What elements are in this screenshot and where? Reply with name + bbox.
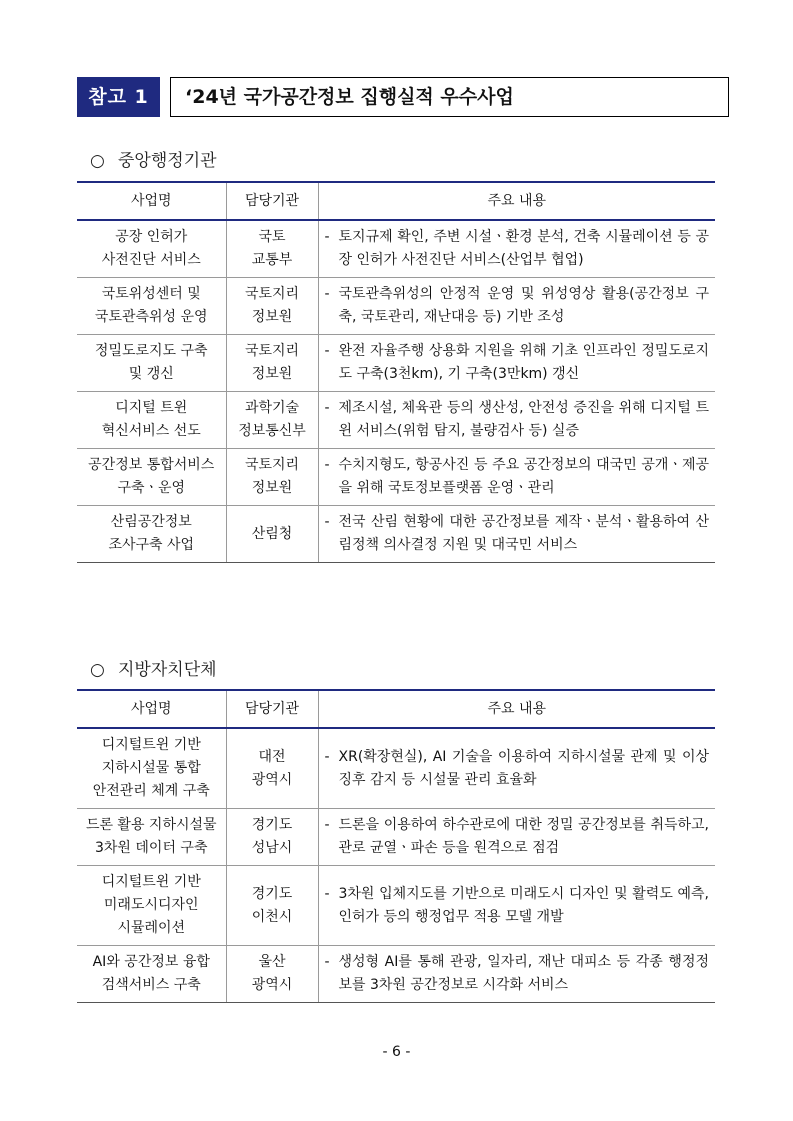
content-cell — [318, 866, 715, 946]
agency-cell: 산림청 — [226, 506, 318, 563]
dash-icon: - — [324, 514, 330, 530]
dash-icon: - — [324, 400, 330, 416]
table-row — [77, 335, 715, 392]
section-title: 지방자치단체 — [118, 660, 217, 680]
page-title: ‘24년 국가공간정보 집행실적 우수사업 — [170, 77, 729, 117]
project-name-cell: 드론 활용 지하시설물 3차원 데이터 구축 — [77, 809, 226, 866]
agency-cell: 경기도 성남시 — [226, 809, 318, 866]
table-row — [77, 449, 715, 506]
table-row — [77, 866, 715, 946]
table-row — [77, 728, 715, 809]
project-name-cell: 디지털트윈 기반 지하시설물 통합 안전관리 체계 구축 — [77, 728, 226, 809]
project-name-cell: 공간정보 통합서비스 구축ㆍ운영 — [77, 449, 226, 506]
section-title: 중앙행정기관 — [118, 151, 217, 171]
project-name-cell: AI와 공간정보 융합 검색서비스 구축 — [77, 946, 226, 1003]
agency-cell: 울산 광역시 — [226, 946, 318, 1003]
content-cell — [318, 392, 715, 449]
content-text: XR(확장현실), AI 기술을 이용하여 지하시설물 관제 및 이상징후 감지 등 시설물 관리 효율화 — [338, 748, 709, 788]
agency-cell: 경기도 이천시 — [226, 866, 318, 946]
content-cell — [318, 335, 715, 392]
project-name-cell: 국토위성센터 및 국토관측위성 운영 — [77, 278, 226, 335]
agency-cell: 국토지리 정보원 — [226, 278, 318, 335]
content-cell — [318, 728, 715, 809]
content-cell — [318, 220, 715, 278]
table-row — [77, 809, 715, 866]
column-header-project: 사업명 — [77, 182, 226, 220]
table-row — [77, 392, 715, 449]
central-agencies-table — [77, 181, 715, 563]
project-name-cell: 공장 인허가 사전진단 서비스 — [77, 220, 226, 278]
content-text: 완전 자율주행 상용화 지원을 위해 기초 인프라인 정밀도로지도 구축(3천km), 기 구축(3만km) 갱신 — [338, 343, 709, 382]
section-heading-local — [90, 655, 217, 680]
reference-badge: 참고 1 — [77, 77, 160, 117]
dash-icon: - — [324, 229, 330, 245]
column-header-content: 주요 내용 — [318, 690, 715, 728]
section-heading-central — [90, 146, 217, 171]
content-cell — [318, 278, 715, 335]
content-text: 수치지형도, 항공사진 등 주요 공간정보의 대국민 공개ㆍ제공을 위해 국토정보플랫폼 운영ㆍ관리 — [338, 457, 709, 496]
column-header-agency: 담당기관 — [226, 690, 318, 728]
column-header-content: 주요 내용 — [318, 182, 715, 220]
dash-icon: - — [324, 343, 330, 359]
dash-icon: - — [324, 817, 330, 833]
dash-icon: - — [324, 954, 330, 970]
project-name-cell: 정밀도로지도 구축 및 갱신 — [77, 335, 226, 392]
project-name-cell: 디지털 트윈 혁신서비스 선도 — [77, 392, 226, 449]
table-row — [77, 946, 715, 1003]
dash-icon: - — [324, 286, 330, 302]
content-text: 드론을 이용하여 하수관로에 대한 정밀 공간정보를 취득하고, 관로 균열ㆍ파손 등을 원격으로 점검 — [338, 817, 709, 856]
page-header — [77, 77, 715, 117]
column-header-project: 사업명 — [77, 690, 226, 728]
content-text: 전국 산림 현황에 대한 공간정보를 제작ㆍ분석ㆍ활용하여 산림정책 의사결정 지원 및 대국민 서비스 — [338, 514, 709, 553]
content-text: 토지규제 확인, 주변 시설ㆍ환경 분석, 건축 시뮬레이션 등 공장 인허가 사전진단 서비스(산업부 협업) — [338, 229, 709, 268]
table-row — [77, 278, 715, 335]
content-text: 생성형 AI를 통해 관광, 일자리, 재난 대피소 등 각종 행정정보를 3차원 공간정보로 시각화 서비스 — [338, 954, 709, 993]
content-cell — [318, 809, 715, 866]
dash-icon: - — [324, 885, 330, 902]
table-header-row — [77, 690, 715, 728]
page-number: - 6 - — [382, 1044, 411, 1060]
table-header-row — [77, 182, 715, 220]
local-governments-table — [77, 689, 715, 1003]
content-cell — [318, 946, 715, 1003]
dash-icon: - — [324, 457, 330, 473]
table-row — [77, 220, 715, 278]
project-name-cell: 산림공간정보 조사구축 사업 — [77, 506, 226, 563]
content-cell — [318, 449, 715, 506]
local-table-body — [77, 728, 715, 1003]
agency-cell: 대전 광역시 — [226, 728, 318, 809]
project-name-cell: 디지털트윈 기반 미래도시디자인 시뮬레이션 — [77, 866, 226, 946]
bullet-icon: ○ — [90, 660, 105, 680]
agency-cell: 국토 교통부 — [226, 220, 318, 278]
table-row — [77, 506, 715, 563]
column-header-agency: 담당기관 — [226, 182, 318, 220]
bullet-icon: ○ — [90, 151, 105, 171]
content-text: 제조시설, 체육관 등의 생산성, 안전성 증진을 위해 디지털 트윈 서비스(위험 탐지, 불량검사 등) 실증 — [338, 400, 709, 439]
content-text: 3차원 입체지도를 기반으로 미래도시 디자인 및 활력도 예측, 인허가 등의 행정업무 적용 모델 개발 — [338, 885, 709, 925]
dash-icon: - — [324, 748, 330, 765]
central-table-body — [77, 220, 715, 563]
agency-cell: 국토지리 정보원 — [226, 335, 318, 392]
agency-cell: 국토지리 정보원 — [226, 449, 318, 506]
agency-cell: 과학기술 정보통신부 — [226, 392, 318, 449]
content-cell — [318, 506, 715, 563]
content-text: 국토관측위성의 안정적 운영 및 위성영상 활용(공간정보 구축, 국토관리, 재난대응 등) 기반 조성 — [338, 286, 709, 325]
